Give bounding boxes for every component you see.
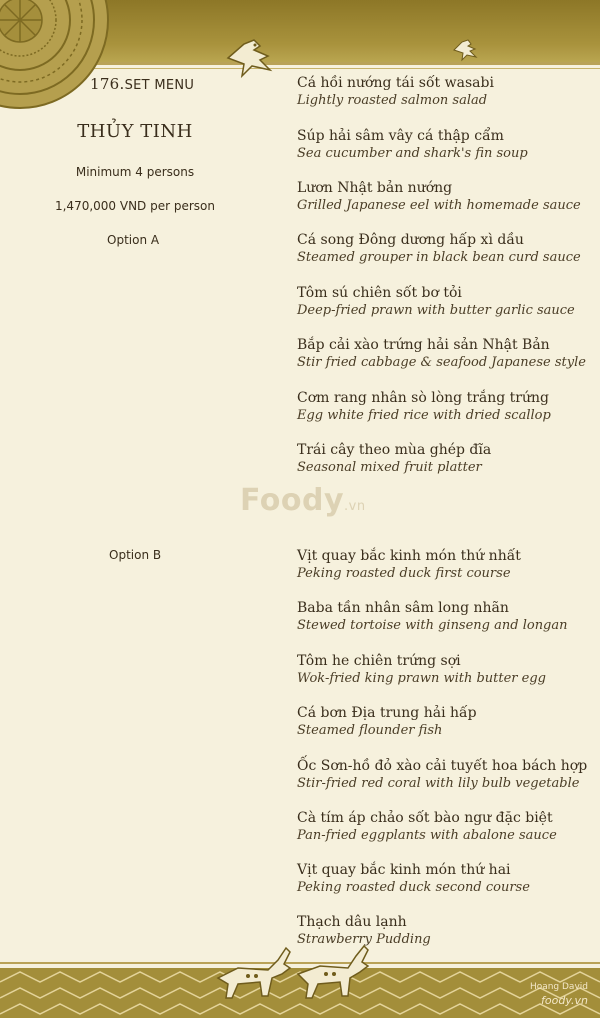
dish-a-7 xyxy=(297,390,592,424)
crane-bird-icon-small xyxy=(452,38,478,62)
dish-vi: Cà tím áp chảo sốt bào ngư đặc biệt xyxy=(297,810,553,826)
dish-vi: Cá song Đông dương hấp xì dầu xyxy=(297,232,524,248)
crane-bird-icon xyxy=(224,36,274,80)
set-number: 176. xyxy=(90,75,125,93)
dish-en: Peking roasted duck first course xyxy=(297,566,511,581)
dish-vi: Bắp cải xào trứng hải sản Nhật Bản xyxy=(297,337,550,353)
dish-en: Stewed tortoise with ginseng and longan xyxy=(297,618,568,633)
dish-a-3 xyxy=(297,180,592,214)
set-menu-title xyxy=(90,75,194,93)
dish-b-6 xyxy=(297,810,592,844)
option-a-label: Option A xyxy=(107,233,160,247)
dish-vi: Vịt quay bắc kinh món thứ hai xyxy=(297,862,511,878)
dish-a-2 xyxy=(297,128,592,162)
photo-credit-site: foody.vn xyxy=(541,994,588,1007)
minimum-persons: Minimum 4 persons xyxy=(75,165,195,179)
dish-b-1 xyxy=(297,548,592,582)
dish-vi: Cá bơn Địa trung hải hấp xyxy=(297,705,477,721)
dish-en: Wok-fried king prawn with butter egg xyxy=(297,671,546,686)
option-b-label: Option B xyxy=(109,548,162,562)
dish-en: Stir-fried red coral with lily bulb vegetable xyxy=(297,776,580,791)
dish-vi: Baba tần nhân sâm long nhãn xyxy=(297,600,509,616)
dish-en: Egg white fried rice with dried scallop xyxy=(297,408,551,423)
bronze-drum-icon xyxy=(0,0,110,110)
dish-vi: Cá hồi nướng tái sốt wasabi xyxy=(297,75,494,91)
watermark-brand: Foody xyxy=(240,483,345,518)
dish-vi: Súp hải sâm vây cá thập cẩm xyxy=(297,128,504,144)
dish-en: Steamed grouper in black bean curd sauce xyxy=(297,250,581,265)
dish-en: Seasonal mixed fruit platter xyxy=(297,460,482,475)
dish-vi: Tôm sú chiên sốt bơ tỏi xyxy=(297,285,462,301)
dish-en: Lightly roasted salmon salad xyxy=(297,93,488,108)
dish-vi: Trái cây theo mùa ghép đĩa xyxy=(297,442,492,458)
dish-vi: Vịt quay bắc kinh món thứ nhất xyxy=(297,548,521,564)
dish-b-4 xyxy=(297,705,592,739)
dish-en: Pan-fried eggplants with abalone sauce xyxy=(297,828,557,843)
foody-watermark xyxy=(240,483,366,518)
dish-b-5 xyxy=(297,758,592,792)
deer-icon xyxy=(198,938,378,1008)
dish-b-2 xyxy=(297,600,592,634)
photo-credit-author: Hoang David xyxy=(529,982,588,992)
dish-vi: Lươn Nhật bản nướng xyxy=(297,180,453,196)
dish-b-3 xyxy=(297,653,592,687)
dish-en: Sea cucumber and shark's fin soup xyxy=(297,146,528,161)
set-label: SET MENU xyxy=(124,78,195,93)
menu-name: THỦY TINH xyxy=(77,121,193,142)
dish-en: Deep-fried prawn with butter garlic sauce xyxy=(297,303,575,318)
dish-a-4 xyxy=(297,232,592,266)
dish-vi: Tôm he chiên trứng sợi xyxy=(297,653,461,669)
dish-en: Peking roasted duck second course xyxy=(297,880,530,895)
dish-vi: Ốc Sơn-hồ đỏ xào cải tuyết hoa bách hợp xyxy=(297,758,588,774)
dish-en: Strawberry Pudding xyxy=(297,932,431,947)
watermark-suffix: .vn xyxy=(344,499,366,514)
dish-a-5 xyxy=(297,285,592,319)
dish-b-7 xyxy=(297,862,592,896)
price-per-person: 1,470,000 VND per person xyxy=(54,199,215,213)
dish-a-6 xyxy=(297,337,592,371)
dish-en: Grilled Japanese eel with homemade sauce xyxy=(297,198,581,213)
dish-a-1 xyxy=(297,75,592,109)
dish-vi: Cơm rang nhân sò lòng trắng trứng xyxy=(297,390,549,406)
dish-en: Stir fried cabbage & seafood Japanese style xyxy=(297,355,586,370)
dish-a-8 xyxy=(297,442,592,476)
dish-vi: Thạch dâu lạnh xyxy=(297,914,407,930)
dish-en: Steamed flounder fish xyxy=(297,723,443,738)
